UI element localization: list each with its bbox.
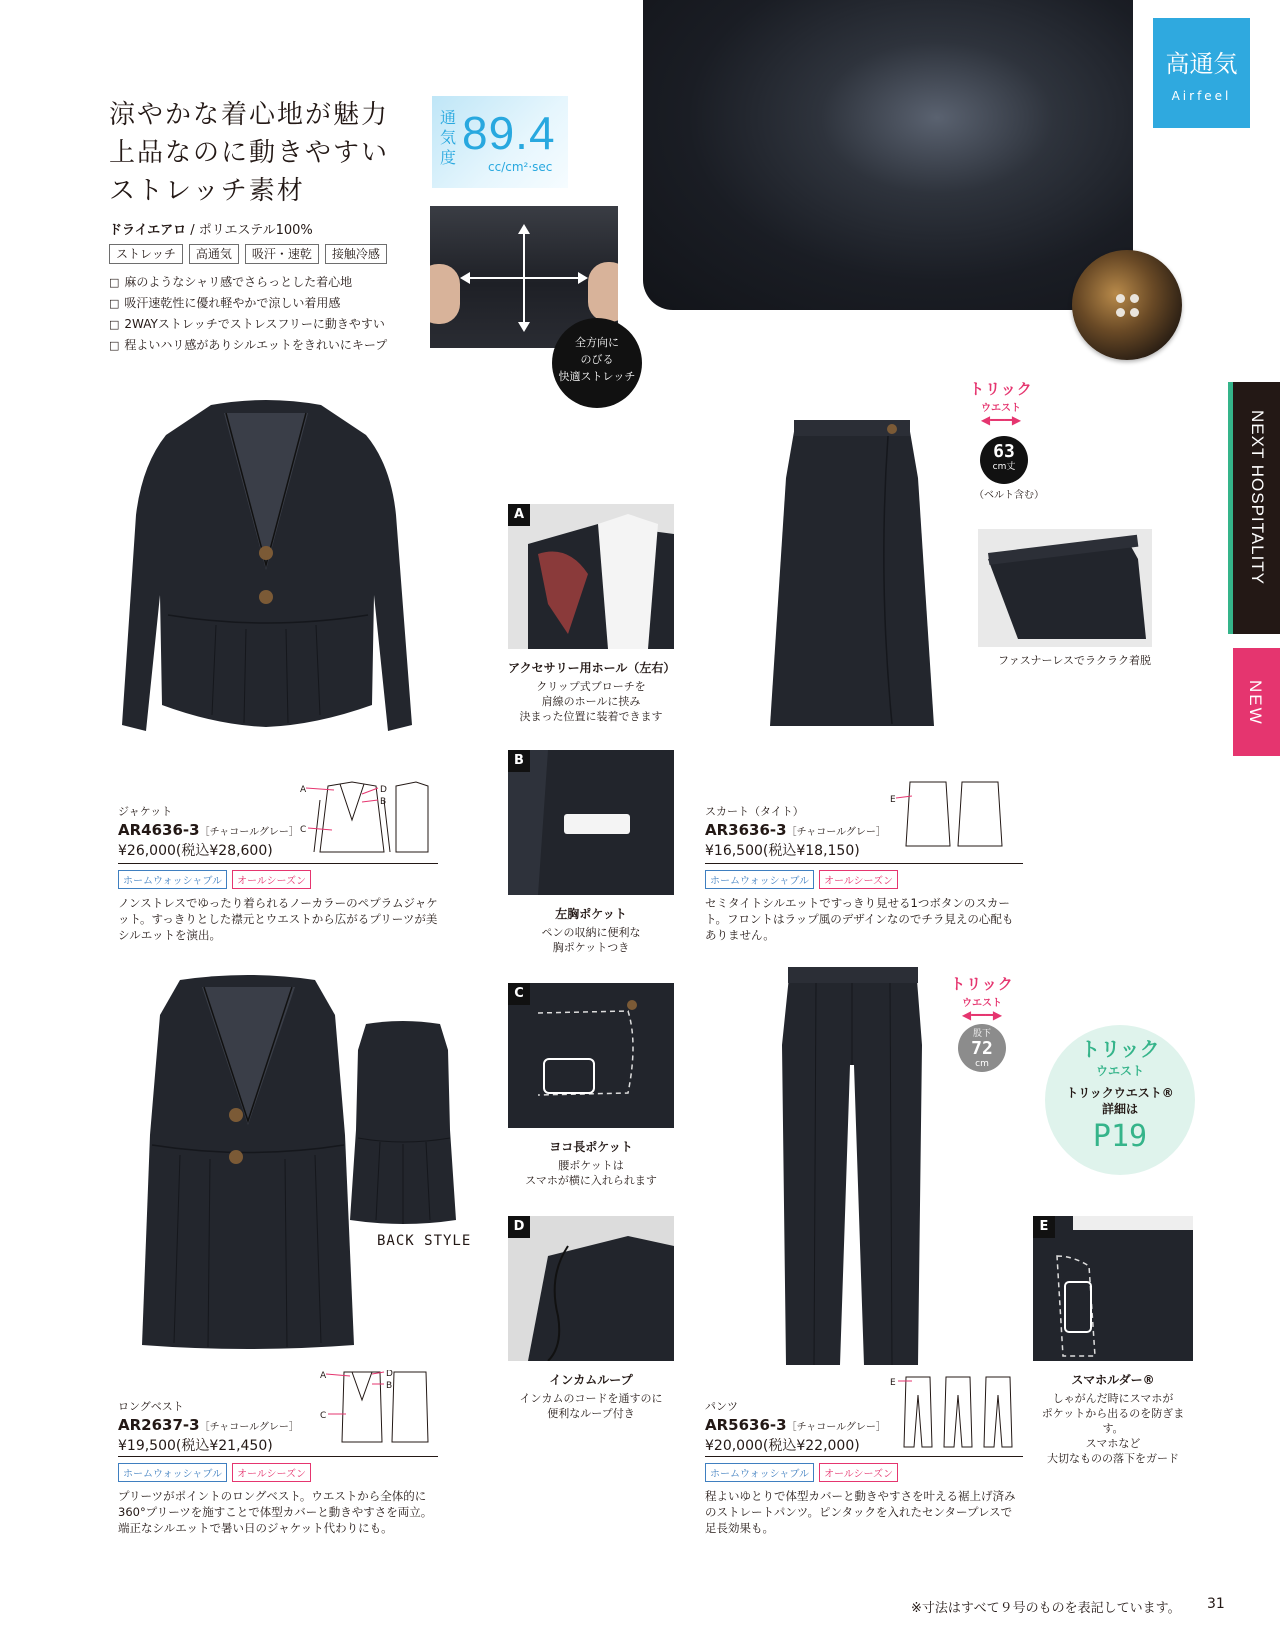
airfeel-en: Airfeel bbox=[1171, 89, 1232, 103]
detail-desc-line: ペンの収納に便利な bbox=[541, 926, 641, 939]
detail-desc bbox=[508, 679, 674, 724]
detail-a-photo bbox=[508, 504, 674, 649]
page-number: 31 bbox=[1207, 1596, 1225, 1612]
detail-letter: B bbox=[508, 750, 530, 772]
trick-detail-line: 詳細は bbox=[1101, 1102, 1138, 1116]
skirt-length-value: 63 bbox=[993, 441, 1015, 462]
fabric-composition: / ポリエステル100% bbox=[186, 223, 313, 238]
product-skirt bbox=[705, 803, 1010, 860]
long-vest-image bbox=[140, 975, 355, 1350]
detail-desc-line: しゃがんだ時にスマホが bbox=[1052, 1392, 1174, 1405]
season-badge: オールシーズン bbox=[819, 870, 898, 889]
headline bbox=[109, 96, 389, 210]
skirt-image bbox=[768, 418, 935, 730]
product-price: ¥19,500(税込¥21,450) bbox=[118, 1438, 273, 1454]
feature-item: □ 吸汗速乾性に優れ軽やかで涼しい着用感 bbox=[109, 293, 387, 314]
detail-desc-line: インカムのコードを通すのに bbox=[519, 1392, 663, 1405]
scarf-image bbox=[508, 504, 674, 649]
product-type: パンツ bbox=[705, 1400, 738, 1413]
fabric-line bbox=[109, 219, 313, 238]
season-badge: オールシーズン bbox=[232, 870, 311, 889]
tab-next-hospitality-label: NEXT HOSPITALITY bbox=[1248, 410, 1267, 586]
line-label-b: B bbox=[386, 1381, 393, 1391]
feature-item: □ 麻のようなシャリ感でさらっとした着心地 bbox=[109, 272, 387, 293]
double-arrow-icon: ◀━━━▶ bbox=[980, 413, 1022, 427]
button-hole bbox=[1130, 294, 1139, 303]
product-code bbox=[118, 1416, 423, 1434]
headline-line-2: 上品なのに動きやすい bbox=[109, 138, 390, 168]
trick-waist-title: トリック bbox=[950, 975, 1014, 993]
product-color: ［チャコールグレー］ bbox=[786, 1422, 886, 1433]
line-label-e: E bbox=[890, 1378, 896, 1388]
product-price: ¥20,000(税込¥22,000) bbox=[705, 1438, 860, 1454]
double-arrow-icon: ◀━━━▶ bbox=[961, 1008, 1003, 1022]
detail-b-photo bbox=[508, 750, 674, 895]
product-code-value: AR3636-3 bbox=[705, 821, 787, 839]
detail-letter: A bbox=[508, 504, 530, 526]
side-pocket-image bbox=[508, 983, 674, 1128]
chest-pocket-image bbox=[508, 750, 674, 895]
product-code-value: AR4636-3 bbox=[118, 821, 200, 839]
vest-back-image bbox=[350, 1020, 456, 1225]
stretch-badge-line: 全方向に bbox=[575, 336, 619, 349]
product-code bbox=[705, 821, 1010, 839]
stretch-badge-line: 快適ストレッチ bbox=[558, 370, 636, 383]
line-label-b: B bbox=[380, 797, 387, 807]
trick-waist-badge-pants bbox=[947, 973, 1017, 1021]
detail-title: 左胸ポケット bbox=[555, 907, 627, 921]
skirt-length-badge bbox=[980, 436, 1028, 484]
headline-line-1: 涼やかな着心地が魅力 bbox=[109, 100, 390, 130]
phone-holder-image bbox=[1033, 1216, 1193, 1361]
detail-desc-line: スマホが横に入れられます bbox=[525, 1174, 657, 1187]
trick-detail-sub: ウエスト bbox=[1095, 1064, 1144, 1078]
feature-tags bbox=[109, 244, 387, 264]
trick-waist-title: トリック bbox=[969, 380, 1033, 398]
season-badge: オールシーズン bbox=[819, 1463, 898, 1482]
line-label-a: A bbox=[300, 785, 307, 795]
line-label-a: A bbox=[320, 1371, 327, 1381]
detail-desc-line: 大切なものの落下をガード bbox=[1047, 1452, 1179, 1465]
detail-title: アクセサリー用ホール（左右） bbox=[508, 661, 676, 675]
detail-desc bbox=[508, 925, 674, 955]
belt-note: （ベルト含む） bbox=[974, 490, 1044, 501]
product-price: ¥26,000(税込¥28,600) bbox=[118, 843, 273, 859]
product-desc: ノンストレスでゆったり着られるノーカラーのペプラムジャケット。すっきりとした襟元とウエストから広がるプリーツが美シルエットを演出。 bbox=[118, 896, 438, 942]
season-badge: オールシーズン bbox=[232, 1463, 311, 1482]
detail-desc-line: 決まった位置に装着できます bbox=[519, 710, 663, 723]
feature-item: □ 程よいハリ感がありシルエットをきれいにキープ bbox=[109, 335, 387, 356]
product-desc: 程よいゆとりで体型カバーと動きやすさを叶える裾上げ済みのストレートパンツ。ピンタックを入れたセンタープレスで足長効果も。 bbox=[705, 1489, 1016, 1535]
product-code-value: AR2637-3 bbox=[118, 1416, 200, 1434]
airflow-label: 通気度 bbox=[440, 108, 457, 167]
jacket-image bbox=[116, 395, 416, 750]
pants-inseam-unit: cm bbox=[975, 1059, 989, 1069]
skirt-waist-image bbox=[978, 529, 1152, 647]
trick-detail-title: トリック bbox=[1080, 1037, 1160, 1061]
product-desc: プリーツがポイントのロングベスト。ウエストから全体的に360°プリーツを施すことで体型カバーと動きやすさを両立。端正なシルエットで暑い日のジャケット代わりにも。 bbox=[118, 1489, 433, 1535]
detail-e-photo bbox=[1033, 1216, 1193, 1361]
divider bbox=[705, 863, 1023, 864]
detail-d bbox=[508, 1216, 674, 1421]
detail-c-photo bbox=[508, 983, 674, 1128]
smartphone-icon bbox=[544, 1059, 594, 1093]
tag-quick-dry: 吸汗・速乾 bbox=[245, 244, 319, 264]
product-type: スカート（タイト） bbox=[705, 805, 804, 818]
airfeel-badge bbox=[1153, 18, 1250, 128]
detail-b bbox=[508, 750, 674, 955]
pants-inseam-label: 股下 bbox=[972, 1029, 991, 1039]
line-label-c: C bbox=[300, 825, 307, 835]
tag-high-ventilation: 高通気 bbox=[189, 244, 239, 264]
tab-new-label: NEW bbox=[1246, 680, 1265, 726]
stretch-badge bbox=[552, 318, 642, 408]
fabric-name: ドライエアロ bbox=[109, 223, 187, 238]
detail-desc-line: ポケットから出るのを防ぎます。 bbox=[1041, 1407, 1185, 1435]
trick-detail-text bbox=[1045, 1085, 1195, 1117]
line-label-d: D bbox=[380, 785, 387, 795]
product-desc: セミタイトシルエットですっきり見せる1つボタンのスカート。フロントはラップ風のデザインなのでチラ見えの心配もありません。 bbox=[705, 896, 1014, 942]
trick-detail-page: P19 bbox=[1092, 1119, 1148, 1154]
detail-desc-line: 肩線のホールに挟み bbox=[541, 695, 641, 708]
divider bbox=[118, 1456, 438, 1457]
zipper-caption: ファスナーレスでラクラク着脱 bbox=[998, 654, 1152, 667]
washable-badge: ホームウォッシャブル bbox=[705, 870, 814, 889]
product-code bbox=[118, 821, 423, 839]
back-style-label: BACK STYLE bbox=[377, 1233, 472, 1249]
product-price: ¥16,500(税込¥18,150) bbox=[705, 843, 860, 859]
airflow-unit: cc/cm²·sec bbox=[488, 160, 553, 174]
line-label-c: C bbox=[320, 1411, 327, 1421]
pants-image bbox=[780, 965, 925, 1370]
airflow-value: 89.4 bbox=[462, 107, 556, 159]
detail-e bbox=[1033, 1216, 1193, 1466]
detail-c bbox=[508, 983, 674, 1188]
incom-loop-image bbox=[508, 1216, 674, 1361]
detail-title: スマホルダー® bbox=[1071, 1373, 1155, 1387]
button-hole bbox=[1116, 308, 1125, 317]
detail-desc-line: クリップ式ブローチを bbox=[536, 680, 646, 693]
pants-inseam-value: 72 bbox=[971, 1038, 993, 1059]
line-label-d: D bbox=[386, 1370, 393, 1379]
detail-letter: E bbox=[1033, 1216, 1055, 1238]
detail-d-photo bbox=[508, 1216, 674, 1361]
footer-note: ※寸法はすべて９号のものを表記しています。 bbox=[911, 1601, 1181, 1616]
product-code-value: AR5636-3 bbox=[705, 1416, 787, 1434]
detail-desc-line: スマホなど bbox=[1085, 1437, 1141, 1450]
product-jacket bbox=[118, 803, 423, 860]
product-pants-info bbox=[705, 1451, 1023, 1536]
tab-new[interactable] bbox=[1233, 648, 1280, 756]
feature-item: □ 2WAYストレッチでストレスフリーに動きやすい bbox=[109, 314, 387, 335]
trick-waist-badge-skirt bbox=[966, 378, 1036, 426]
skirt-length-unit: cm丈 bbox=[992, 462, 1016, 472]
stretch-badge-line: のびる bbox=[580, 353, 614, 366]
detail-desc-line: 便利なループ付き bbox=[547, 1407, 635, 1420]
fabric-swatch-image bbox=[643, 0, 1133, 310]
detail-desc-line: 腰ポケットは bbox=[558, 1159, 624, 1172]
headline-line-3: ストレッチ素材 bbox=[109, 176, 305, 206]
detail-letter: C bbox=[508, 983, 530, 1005]
trick-waist-detail-badge[interactable] bbox=[1045, 1025, 1195, 1175]
product-vest bbox=[118, 1398, 423, 1455]
product-type: ジャケット bbox=[118, 805, 173, 818]
button-hole bbox=[1130, 308, 1139, 317]
product-skirt-info bbox=[705, 858, 1023, 943]
trick-waist-sub: ウエスト bbox=[962, 998, 1002, 1009]
detail-desc bbox=[508, 1391, 674, 1421]
button-hole bbox=[1116, 294, 1125, 303]
detail-desc-line: 胸ポケットつき bbox=[552, 941, 630, 954]
airfeel-jp: 高通気 bbox=[1165, 50, 1238, 78]
detail-a bbox=[508, 504, 674, 724]
detail-desc bbox=[508, 1158, 674, 1188]
product-color: ［チャコールグレー］ bbox=[199, 827, 299, 838]
divider bbox=[705, 1456, 1023, 1457]
product-color: ［チャコールグレー］ bbox=[199, 1422, 299, 1433]
washable-badge: ホームウォッシャブル bbox=[118, 1463, 227, 1482]
zipper-photo bbox=[978, 529, 1152, 647]
product-jacket-info bbox=[118, 858, 438, 943]
washable-badge: ホームウォッシャブル bbox=[118, 870, 227, 889]
smartphone-icon bbox=[1065, 1282, 1091, 1332]
detail-title: ヨコ長ポケット bbox=[549, 1140, 633, 1154]
product-vest-info bbox=[118, 1451, 438, 1536]
product-pants bbox=[705, 1398, 1010, 1455]
airflow-badge bbox=[432, 96, 568, 188]
trick-detail-line: トリックウエスト® bbox=[1066, 1086, 1174, 1100]
product-code bbox=[705, 1416, 1010, 1434]
tag-cool-touch: 接触冷感 bbox=[325, 244, 387, 264]
washable-badge: ホームウォッシャブル bbox=[705, 1463, 814, 1482]
tag-stretch: ストレッチ bbox=[109, 244, 183, 264]
product-color: ［チャコールグレー］ bbox=[786, 827, 886, 838]
feature-list bbox=[109, 272, 387, 356]
line-label-e: E bbox=[890, 795, 896, 805]
pants-inseam-badge bbox=[958, 1024, 1006, 1072]
tab-next-hospitality[interactable] bbox=[1228, 382, 1280, 634]
detail-letter: D bbox=[508, 1216, 530, 1238]
detail-desc bbox=[1033, 1391, 1193, 1466]
trick-waist-sub: ウエスト bbox=[981, 403, 1021, 414]
product-type: ロングベスト bbox=[118, 1400, 184, 1413]
button-image bbox=[1072, 250, 1182, 360]
divider bbox=[118, 863, 438, 864]
detail-title: インカムループ bbox=[549, 1373, 633, 1387]
